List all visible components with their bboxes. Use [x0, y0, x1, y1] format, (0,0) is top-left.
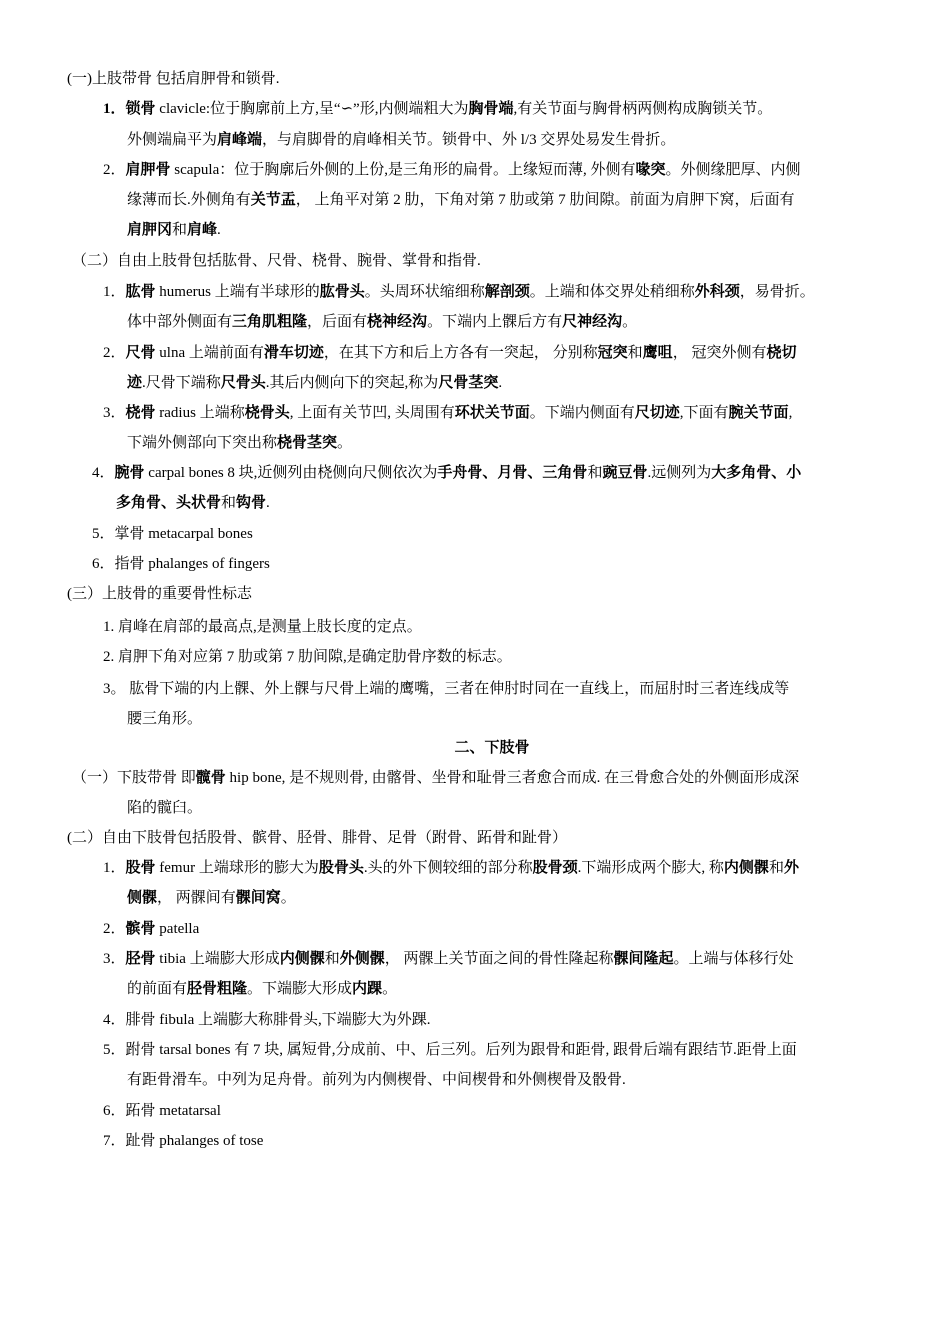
bold-term: 鹰咀 — [642, 345, 673, 361]
text-run: .尺骨下端称 — [142, 375, 221, 391]
line — [127, 189, 795, 211]
text-run: . — [266, 495, 270, 511]
text-run: 3。 肱骨下端的内上髁、外上髁与尺骨上端的鹰嘴，三者在伸肘时同在一直线上，而屈肘时三者连线成等 — [103, 681, 790, 697]
bold-term: 解剖颈 — [484, 284, 530, 300]
bold-term: 1． — [103, 101, 126, 117]
bold-term: 尺骨茎突 — [438, 375, 499, 391]
text-run: 和 — [627, 345, 643, 361]
line — [103, 159, 801, 181]
line — [103, 948, 794, 970]
bold-term: 髁间窝 — [235, 890, 281, 906]
text-run: 和 — [324, 951, 340, 967]
line — [92, 553, 270, 575]
line — [103, 1130, 263, 1152]
line — [67, 827, 567, 849]
text-run: ，后面有 — [307, 314, 368, 330]
line — [127, 129, 675, 151]
bold-term: 侧髁 — [127, 890, 158, 906]
line — [103, 402, 792, 424]
bold-term: 环状关节面 — [454, 405, 530, 421]
text-run: 和 — [172, 222, 188, 238]
text-run: ，在其下方和后上方各有一突起， 分别称 — [323, 345, 598, 361]
text-run: 。下端膨大形成 — [247, 981, 353, 997]
bold-term: 迹 — [127, 375, 143, 391]
text-run: patella — [155, 921, 200, 937]
bold-term: 二、下肢骨 — [454, 740, 530, 756]
text-run: ， 上角平对第 2 肋，下角对第 7 肋或第 7 肋间隙。前面为肩胛下窝，后面有 — [295, 192, 795, 208]
bold-term: 腕骨 — [114, 465, 145, 481]
bold-term: 髋骨 — [195, 770, 226, 786]
line — [127, 311, 637, 333]
text-run: 4． — [92, 465, 115, 481]
bold-term: 股骨 — [125, 860, 156, 876]
bold-term: 喙突 — [635, 162, 666, 178]
line — [103, 281, 815, 303]
bold-term: 肱骨 — [125, 284, 156, 300]
bold-term: 尺神经沟 — [562, 314, 623, 330]
bold-term: 桡骨 — [125, 405, 156, 421]
bold-term: 外侧髁 — [339, 951, 385, 967]
bold-term: 大多角骨、小 — [711, 465, 802, 481]
text-run: 。下端内侧面有 — [529, 405, 635, 421]
line — [103, 646, 512, 668]
text-run: 和 — [221, 495, 237, 511]
line — [127, 887, 296, 909]
text-run: femur 上端球形的膨大为 — [155, 860, 319, 876]
text-run: ， 两髁间有 — [157, 890, 236, 906]
bold-term: 肱骨头 — [319, 284, 365, 300]
bold-term: 肩胛冈 — [127, 222, 173, 238]
text-run: hip bone, 是不规则骨, 由髂骨、坐骨和耻骨三者愈合而成. 在三骨愈合处的外侧面形成深 — [225, 770, 800, 786]
text-run: ，与肩脚骨的肩峰相关节。锁骨中、外 l/3 交界处易发生骨折。 — [262, 132, 676, 148]
bold-term: 肩峰 — [187, 222, 218, 238]
text-run: 2． — [103, 345, 126, 361]
line — [127, 708, 202, 730]
line — [103, 857, 799, 879]
bold-term: 胫骨 — [125, 951, 156, 967]
text-run: 6．跖骨 metatarsal — [103, 1103, 221, 1119]
line — [127, 797, 202, 819]
text-run: . — [217, 222, 221, 238]
bold-term: 胸骨端 — [468, 101, 514, 117]
text-run: 7．趾骨 phalanges of tose — [103, 1133, 264, 1149]
bold-term: 滑车切迹 — [263, 345, 324, 361]
bold-term: 关节盂 — [250, 192, 296, 208]
text-run: 。头周环状缩细称 — [364, 284, 485, 300]
text-run: 。上端与体移行处 — [673, 951, 794, 967]
line — [67, 583, 252, 605]
bold-term: 冠突 — [597, 345, 628, 361]
text-run: 2． — [103, 921, 126, 937]
bold-term: 豌豆骨 — [602, 465, 648, 481]
bold-term: 腕关节面 — [728, 405, 789, 421]
line — [103, 1100, 221, 1122]
text-run: 4．腓骨 fibula 上端膨大称腓骨头,下端膨大为外踝. — [103, 1012, 431, 1028]
text-run: 缘薄而长.外侧角有 — [127, 192, 251, 208]
text-run: 体中部外侧面有 — [127, 314, 233, 330]
bold-term: 内侧髁 — [723, 860, 769, 876]
bold-term: 肩峰端 — [217, 132, 263, 148]
line — [103, 918, 199, 940]
bold-term: 尺骨头 — [220, 375, 266, 391]
text-run: ulna 上端前面有 — [155, 345, 264, 361]
text-run: 。 — [622, 314, 638, 330]
text-run: (一)上肢带骨 包括肩胛骨和锁骨. — [67, 71, 280, 87]
text-run: 6．指骨 phalanges of fingers — [92, 556, 270, 572]
bold-term: 多角骨、头状骨 — [116, 495, 222, 511]
bold-term: 三角肌粗隆 — [232, 314, 308, 330]
bold-term: 桡神经沟 — [367, 314, 428, 330]
text-run: 。 — [337, 435, 353, 451]
text-run: （一）下肢带骨 即 — [72, 770, 196, 786]
text-run: 1. 肩峰在肩部的最高点,是测量上肢长度的定点。 — [103, 619, 422, 635]
bold-term: 内踝 — [352, 981, 383, 997]
line — [72, 767, 799, 789]
text-run: ,下面有 — [679, 405, 729, 421]
text-run: 的前面有 — [127, 981, 188, 997]
bold-term: 锁骨 — [125, 101, 156, 117]
line — [103, 1009, 431, 1031]
text-run: radius 上端称 — [155, 405, 245, 421]
text-run: （二）自由上肢骨包括肱骨、尺骨、桡骨、腕骨、掌骨和指骨. — [72, 253, 481, 269]
line — [127, 1069, 626, 1091]
text-run: 下端外侧部向下突出称 — [127, 435, 278, 451]
line — [127, 978, 397, 1000]
text-run: ， 两髁上关节面之间的骨性隆起称 — [384, 951, 614, 967]
line — [92, 462, 801, 484]
text-run: 3． — [103, 951, 126, 967]
line — [103, 616, 422, 638]
text-run: carpal bones 8 块,近侧列由桡侧向尺侧依次为 — [144, 465, 438, 481]
bold-term: 髌骨 — [125, 921, 156, 937]
bold-term: 胫骨粗隆 — [187, 981, 248, 997]
line — [103, 342, 796, 364]
line — [127, 372, 502, 394]
text-run: 。上端和体交界处稍细称 — [529, 284, 695, 300]
text-run: 5．掌骨 metacarpal bones — [92, 526, 253, 542]
bold-term: 桡骨头 — [244, 405, 290, 421]
bold-term: 桡切 — [766, 345, 797, 361]
text-run: , 上面有关节凹, 头周围有 — [289, 405, 455, 421]
text-run: clavicle:位于胸廓前上方,呈“∽”形,内侧端粗大为 — [155, 101, 469, 117]
bold-term: 尺骨 — [125, 345, 156, 361]
text-run: 和 — [768, 860, 784, 876]
line — [127, 432, 352, 454]
text-run: (二）自由下肢骨包括股骨、髌骨、胫骨、腓骨、足骨（跗骨、跖骨和趾骨） — [67, 830, 567, 846]
text-run: 。 — [280, 890, 296, 906]
text-run: 外侧端扁平为 — [127, 132, 218, 148]
text-run: 。下端内上髁后方有 — [427, 314, 563, 330]
bold-term: 肩胛骨 — [125, 162, 171, 178]
bold-term: 股骨头 — [318, 860, 364, 876]
line — [103, 1039, 797, 1061]
section-heading — [0, 737, 950, 759]
text-run: 3． — [103, 405, 126, 421]
text-run: .其后内侧向下的突起,称为 — [265, 375, 439, 391]
text-run: 腰三角形。 — [127, 711, 203, 727]
line — [116, 492, 270, 514]
text-run: 。 — [382, 981, 398, 997]
text-run: 1． — [103, 284, 126, 300]
text-run: scapula：位于胸廓后外侧的上份,是三角形的扁骨。上缘短而薄, 外侧有 — [170, 162, 636, 178]
text-run: 和 — [587, 465, 603, 481]
text-run: .下端形成两个膨大, 称 — [577, 860, 724, 876]
text-run: .远侧列为 — [647, 465, 712, 481]
bold-term: 钩骨 — [236, 495, 267, 511]
bold-term: 内侧髁 — [279, 951, 325, 967]
bold-term: 髁间隆起 — [613, 951, 674, 967]
text-run: (三）上肢骨的重要骨性标志 — [67, 586, 252, 602]
line — [103, 678, 789, 700]
text-run: 2． — [103, 162, 126, 178]
text-run: 5．跗骨 tarsal bones 有 7 块, 属短骨,分成前、中、后三列。后列为跟骨和距骨, 跟骨后端有跟结节.距骨上面 — [103, 1042, 797, 1058]
bold-term: 尺切迹 — [634, 405, 680, 421]
text-run: tibia 上端膨大形成 — [155, 951, 280, 967]
text-run: 2. 肩胛下角对应第 7 肋或第 7 肋间隙,是确定肋骨序数的标志。 — [103, 649, 512, 665]
text-run: ，易骨折。 — [739, 284, 815, 300]
bold-term: 股骨颈 — [532, 860, 578, 876]
text-run: ,有关节面与胸骨柄两侧构成胸锁关节。 — [513, 101, 773, 117]
line — [72, 250, 481, 272]
text-run: 。外侧缘肥厚、内侧 — [665, 162, 801, 178]
bold-term: 桡骨茎突 — [277, 435, 338, 451]
line — [92, 523, 253, 545]
line — [103, 98, 772, 120]
text-run: . — [498, 375, 503, 391]
line — [127, 219, 221, 241]
text-run: .头的外下侧较细的部分称 — [363, 860, 533, 876]
text-run: 陷的髋臼。 — [127, 800, 203, 816]
text-run: 1． — [103, 860, 126, 876]
text-run: , — [788, 405, 793, 421]
bold-term: 外 — [783, 860, 799, 876]
bold-term: 手舟骨、月骨、三角骨 — [437, 465, 588, 481]
text-run: ， 冠突外侧有 — [672, 345, 767, 361]
text-run: humerus 上端有半球形的 — [155, 284, 320, 300]
bold-term: 外科颈 — [694, 284, 740, 300]
line — [67, 68, 280, 90]
text-run: 有距骨滑车。中列为足舟骨。前列为内侧楔骨、中间楔骨和外侧楔骨及骰骨. — [127, 1072, 626, 1088]
